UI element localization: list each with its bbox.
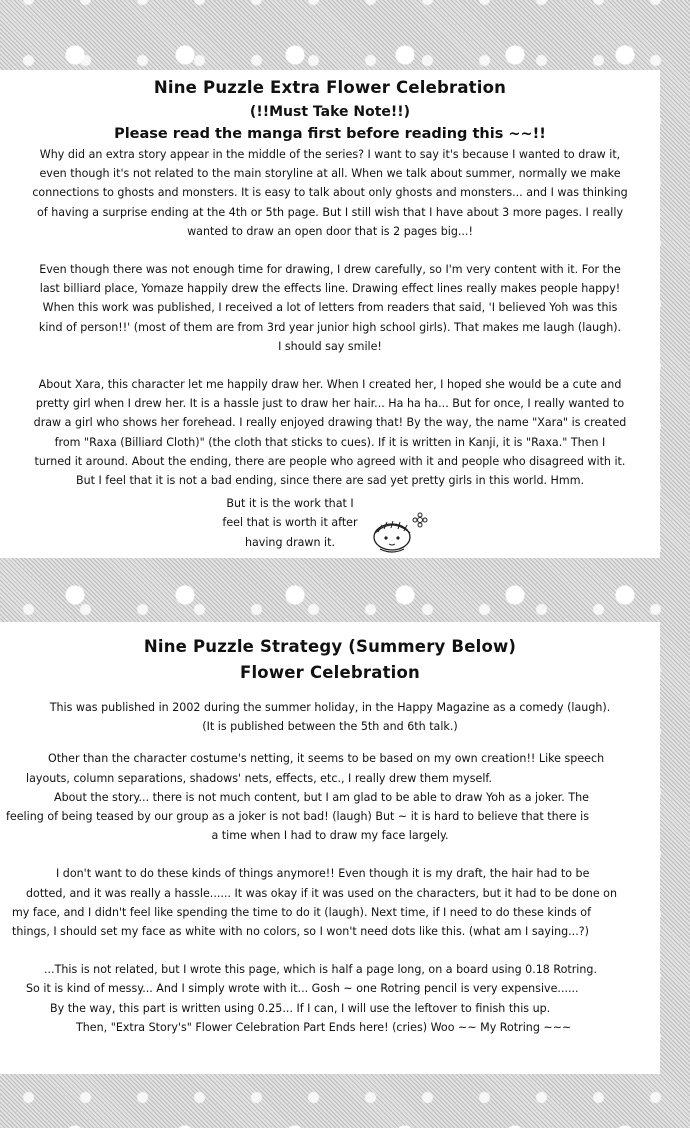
section2-paragraph-3 xyxy=(0,960,660,1037)
chibi-face-doodle-icon xyxy=(370,511,430,555)
text-line: Then, "Extra Story's" Flower Celebration Part Ends here! (cries) Woo ~~ My Rotring ~~~ xyxy=(76,1020,572,1034)
text-line: wanted to draw an open door that is 2 pages big...! xyxy=(187,224,473,238)
text-line: even though it's not related to the main storyline at all. When we talk about summer, normally we make xyxy=(39,167,621,181)
text-line: Why did an extra story appear in the middle of the series? I want to say it's because I wanted to draw it, xyxy=(39,148,621,161)
text-line: of having a surprise ending at the 4th or 5th page. But I still wish that I have about 3 more pages. I really xyxy=(36,205,624,219)
section1-closing xyxy=(200,494,380,552)
text-line: (It is published between the 5th and 6th talk.) xyxy=(202,720,458,734)
section1-paragraph-3 xyxy=(0,375,660,490)
text-line: things, I should set my face as white with no colors, so I won't need dots like this. (what am I saying...?) xyxy=(12,925,589,939)
text-line: from "Raxa (Billiard Cloth)" (the cloth that sticks to cues). If it is written in Kanji, it is "Raxa." Then I xyxy=(54,435,606,449)
text-line: feeling of being teased by our group as a joker is not bad! (laugh) But ~ it is hard to believe that there is xyxy=(6,810,590,824)
text-line: About the story... there is not much content, but I am glad to be able to draw Yoh as a joker. The xyxy=(54,790,589,804)
section1-warning: Please read the manga first before reading this ~~!! xyxy=(114,126,546,142)
text-line: a time when I had to draw my face largely. xyxy=(211,829,449,843)
section2-paragraph-1 xyxy=(0,749,660,845)
section2-title-line1: Nine Puzzle Strategy (Summery Below) xyxy=(143,637,517,656)
text-line: pretty girl when I drew her. It is a hassle just to draw her hair... Ha ha ha... But for once, I really wanted to xyxy=(35,397,625,411)
text-line: So it is kind of messy... And I simply wrote with it... Gosh ~ one Rotring pencil is very expensive...... xyxy=(26,982,579,996)
text-line: Other than the character costume's netting, it seems to be based on my own creation!! Like speech xyxy=(48,752,605,766)
text-line: draw a girl who shows her forehead. I really enjoyed drawing that! By the way, the name "Xara" is created xyxy=(33,416,627,430)
text-line: turned it around. About the ending, there are people who agreed with it and people who disagreed with it. xyxy=(34,454,626,468)
text-line: connections to ghosts and monsters. It is easy to talk about only ghosts and monsters... and I was thinking xyxy=(32,186,628,200)
section2-intro xyxy=(0,698,660,736)
text-line: layouts, column separations, shadows' nets, effects, etc., I really drew them myself. xyxy=(26,771,493,785)
section1-title: Nine Puzzle Extra Flower Celebration xyxy=(153,78,507,97)
section2-title-line2: Flower Celebration xyxy=(239,663,421,682)
text-line: About Xara, this character let me happily draw her. When I created her, I hoped she would be a cute and xyxy=(38,378,622,392)
extra-flower-celebration-panel xyxy=(0,70,660,558)
text-line: my face, and I didn't feel like spending the time to do it (laugh). Next time, if I need to do these kinds of xyxy=(12,905,591,919)
text-line: But I feel that it is not a bad ending, since there are sad yet pretty girls in this world. Hmm. xyxy=(75,474,585,488)
text-line: This was published in 2002 during the summer holiday, in the Happy Magazine as a comedy (laugh). xyxy=(49,701,611,714)
text-line: kind of person!!' (most of them are from 3rd year junior high school girls). That makes me laugh (laugh). xyxy=(38,320,622,334)
strategy-flower-celebration-panel xyxy=(0,622,660,1074)
text-line: dotted, and it was really a hassle...... It was okay if it was used on the characters, but it had to be done on xyxy=(26,886,617,900)
section1-paragraph-1 xyxy=(0,145,660,241)
section1-paragraph-2 xyxy=(0,260,660,356)
text-line: But it is the work that I xyxy=(226,497,354,511)
section2-paragraph-2 xyxy=(0,864,660,941)
text-line: last billiard place, Yomaze happily drew the effects line. Drawing effect lines really makes people happy! xyxy=(39,282,621,296)
text-line: Even though there was not enough time for drawing, I drew carefully, so I'm very content with it. For the xyxy=(39,263,621,277)
text-line: I don't want to do these kinds of things anymore!! Even though it is my draft, the hair had to be xyxy=(56,867,590,881)
text-line: When this work was published, I received a lot of letters from readers that said, 'I believed Yoh was this xyxy=(42,301,618,315)
text-line: ...This is not related, but I wrote this page, which is half a page long, on a board using 0.18 Rotring. xyxy=(44,963,597,977)
text-line: having drawn it. xyxy=(244,535,336,549)
section1-subtitle: (!!Must Take Note!!) xyxy=(249,104,411,120)
text-line: I should say smile! xyxy=(278,339,382,353)
text-line: feel that is worth it after xyxy=(222,516,358,530)
text-line: By the way, this part is written using 0.25... If I can, I will use the leftover to finish this up. xyxy=(50,1001,551,1015)
